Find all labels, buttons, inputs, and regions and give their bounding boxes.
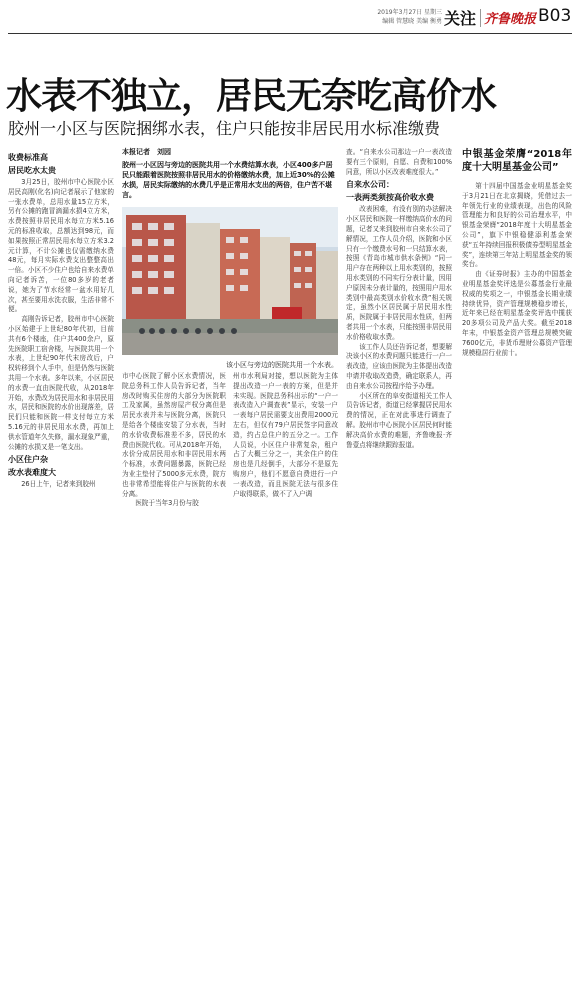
header-editors: 编辑 管慧晓 美编 衡勇 <box>382 18 442 25</box>
news-photo <box>122 207 338 355</box>
sidebar-headline: 中银基金荣膺“2018年度十大明星基金公司” <box>462 149 572 173</box>
paragraph: 高刚告诉记者，胶州市中心医院小区始建于上世纪80年代初，目前共有6个楼座，住户共400余户，原先医院职工宿舍楼，与医院共用一个水表，上世纪90年代末房改后，户权转移到个人手中，但是仍然与医院共用一个水表。多年以来，小区居民的水费一直由医院代收，从2018年开始，水费改为居民用水和非居民用水，居民和医院的水价出现落差，居民们只能和医院一样支付每立方米5.16元的非居民用水水费，再加上供水管道年久失修，漏水现象严重，公摊的水损又是一笔支出。 <box>8 315 114 451</box>
section-heading: 一表两类须按高价收水费 <box>346 193 434 203</box>
section-heading: 小区住户杂 <box>8 455 48 465</box>
sidebar-story <box>462 148 572 358</box>
column-3 <box>233 372 338 499</box>
paragraph: 市中心医院了解小区水费情况，医院总务科工作人员告诉记者，当年房改时购买住房的大部分为医院职工及家属，虽然房屋产权分离但是居民水表并未与医院分离，医院只是给各个楼座安装了分水表，当时的水价收费标准差不多，居民的水费由医院代收。可从2018年开始，水价分成居民用水和非居民用水两个标准，水费问题暴露，医院已经为业主垫付了5000多元水费，院方也非常希望能将住户与医院的水表分离。 <box>122 372 226 498</box>
header-date: 2019年3月27日 星期三 <box>377 9 442 16</box>
column-4 <box>346 148 452 450</box>
column-1 <box>8 150 114 490</box>
page-number: B03 <box>538 6 572 26</box>
section-heading: 改水表难度大 <box>8 468 56 478</box>
header-meta <box>350 8 442 26</box>
page-header <box>0 0 580 40</box>
paragraph: 由《证券时报》主办的中国基金业明星基金奖评选是公募基金行业最权威的奖项之一，中银基金长期业绩持续优异，资产管理规模稳步增长，近年来已经在明星基金奖评选中揽获20多项公司及产品大奖。截至2018年末，中银基金资产管理总规模突破7600亿元，非货币理财公募资产管理规模稳居行业前十。 <box>462 270 572 357</box>
header-divider <box>480 9 481 27</box>
photo-caption: 该小区与旁边的医院共用一个水表。 <box>226 361 338 369</box>
paragraph: 26日上午，记者来到胶州 <box>21 480 96 489</box>
paragraph: 州市水利局对接，想以医院为主体提出改造一户一表的方案，但是并未实现。医院总务科出示的“一户一表改造入户调查表”显示，安装一户一表每户居民需要支出费用2000元左右，但仅有79户居民签字同意改造，约占总住户的五分之一。工作人员说，小区住户非常复杂，租户占了大概三分之一，其余住户的住房也是几经倒手，大部分不是原先购房户，他们不愿意自费进行一户一表改造，而且医院无法与很多住户取得联系，做不了入户调 <box>233 372 338 498</box>
paragraph: 小区所在的阜安街道相关工作人员告诉记者，街道已经掌握居民用水费的情况，正在对此事进行调查了解。胶州市中心医院小区居民何时能解决高价水费的难题，齐鲁晚报·齐鲁壹点将继续跟踪报道。 <box>346 391 452 449</box>
paragraph: 医院于当年3月份与胶 <box>135 499 199 508</box>
section-heading: 收费标准高 <box>8 153 48 162</box>
header-rule <box>8 33 572 34</box>
paragraph: 该工作人员还告诉记者，想要解决该小区的水费问题只能进行一户一表改造，应该由医院为主体提出改造申请并收取改造费，确定联系人，再由自来水公司按程序给予办理。 <box>346 342 452 390</box>
section-title: 关注 <box>444 9 477 28</box>
section-heading: 居民吃水太贵 <box>8 166 56 175</box>
paragraph: 改表困难，有没有别的办法解决小区居民和医院一样缴纳高价水的问题，记者又来到胶州市自来水公司了解情况，工作人员介绍，医院和小区只有一个缴费水号和一只结算水表，按照《青岛市城市供水条例》“同一用户存在两种以上用水类别的，按照用水类别的不同实行分表计量，因用户原因未分表计量的，按照用户用水类别中最高类别水价收水费”相关规定，虽然小区居民属于居民用水性质，医院属于非居民用水性质，但两者共用一个水表，只能按照非居民用水价格收取水费。 <box>346 205 452 341</box>
newspaper-logo: 齐鲁晚报 <box>484 12 537 27</box>
lead-paragraph: 胶州一小区因与旁边的医院共用一个水费结算水表，小区400多户居民只能跟着医院按照非居民用水的价格缴纳水费，加上近30%的公摊水损，居民实际缴纳的水费几乎是正常用水支出的两倍，住户苦不堪言。 <box>122 161 335 199</box>
paragraph: 查。“自来水公司那边一户一表改造要有三个原则，自愿、自费和100%同意，所以小区改表难度很大。” <box>346 148 452 176</box>
paragraph: 3月25日，胶州市中心医院小区居民高刚(化名)向记者展示了他家的一张水费单，总用水量15立方米，另有公摊的跑冒滴漏水损4立方米，水费按照非居民用水每立方米5.16元的标准收取，总额达到98元，而如果按照正常居民用水每立方米3.2元计算，不计公摊也仅需缴纳水费48元，每月实际水费支出整整高出一倍。小区不少住户也给自来水费单向记者诉苦，一位80多岁的老者说，她为了节水经常一盆水用好几次，甚至要用水洗衣服，生活非常不便。 <box>8 178 114 314</box>
subheadline: 胶州一小区与医院捆绑水表，住户只能按非居民用水标准缴费 <box>8 119 441 138</box>
paragraph: 第十四届中国基金业明星基金奖于3月21日在北京揭晓，凭借过去一年领先行业的业绩表现，出色的风险管理能力和良好的公司治理水平，中银基金荣膺“2018年度十大明星基金公司”，旗下中银稳健添利基金荣获“五年持续回报积极债券型明星基金奖”，连续第三年站上明星基金奖的领奖台。 <box>462 182 572 269</box>
headline: 水表不独立，居民无奈吃高价水 <box>6 76 497 117</box>
column-2 <box>122 372 226 509</box>
byline: 本报记者 刘园 <box>122 148 171 156</box>
building-photo-illustration <box>122 207 338 355</box>
section-heading: 自来水公司： <box>346 180 394 190</box>
